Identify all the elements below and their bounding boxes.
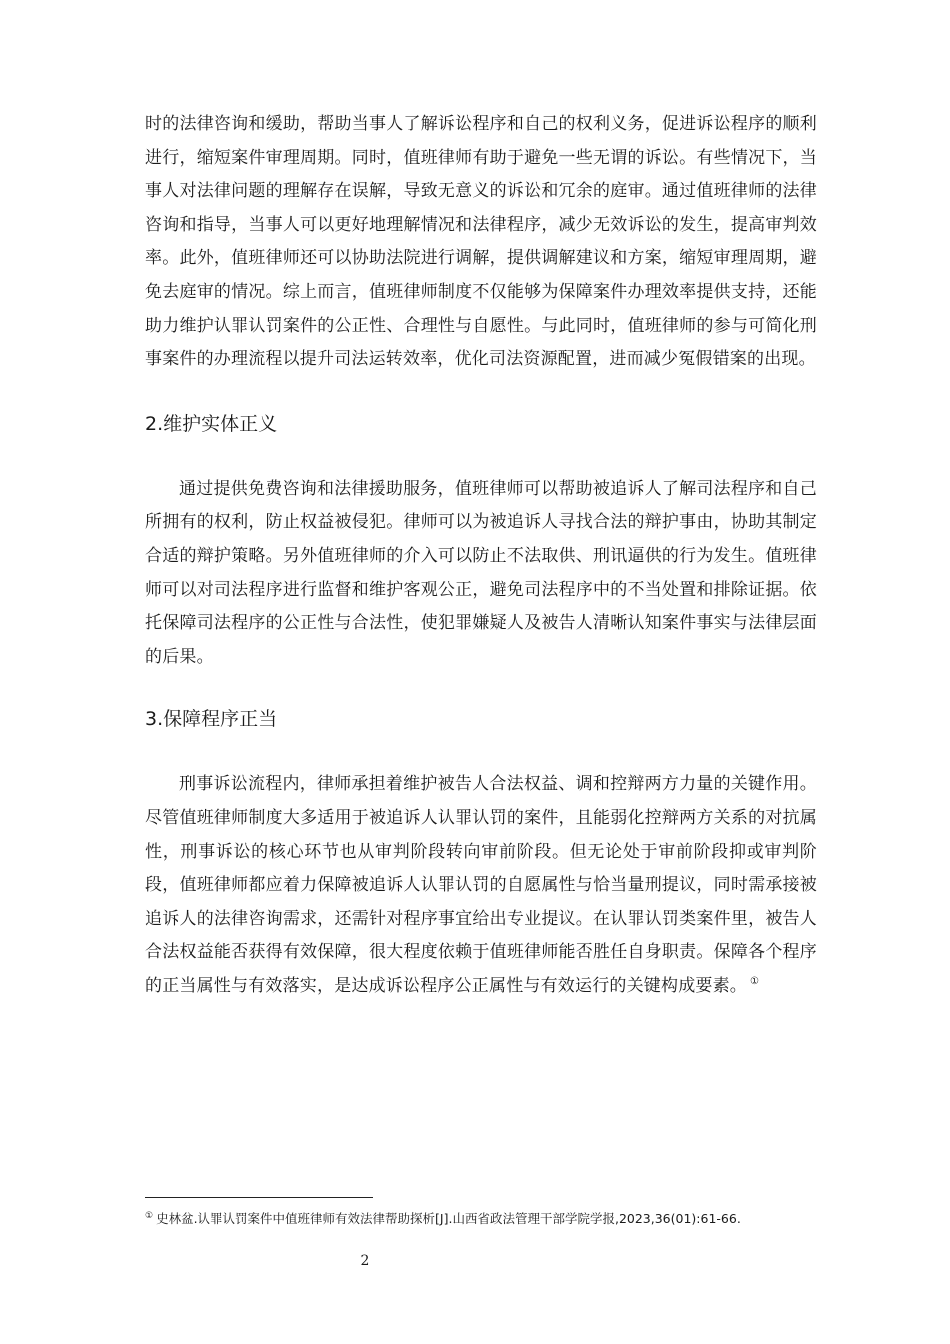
footnote-reference[interactable]: ① [750, 976, 760, 988]
paragraph-continued: 时的法律咨询和缓助，帮助当事人了解诉讼程序和自己的权利义务，促进诉讼程序的顺利进行，缩短案件审理周期。同时，值班律师有助于避免一些无谓的诉讼。有些情况下，当事人对法律问题的理解存在误解，导致无意义的诉讼和冗余的庭审。通过值班律师的法律咨询和指导，当事人可以更好地理解情况和法律程序，减少无效诉讼的发生，提高审判效率。此外，值班律师还可以协助法院进行调解，提供调解建议和方案，缩短审理周期，避免去庭审的情况。综上而言，值班律师制度不仅能够为保障案件办理效率提供支持，还能助力维护认罪认罚案件的公正性、合理性与自愿性。与此同时，值班律师的参与可简化刑事案件的办理流程以提升司法运转效率，优化司法资源配置，进而减少冤假错案的出现。 [145, 114, 817, 370]
footnote-text: 史林盆.认罪认罚案件中值班律师有效法律帮助探析[J].山西省政法管理干部学院学报,2023,36(01):61-66. [156, 1211, 741, 1226]
paragraph-substantive-justice: 通过提供免费咨询和法律援助服务，值班律师可以帮助被追诉人了解司法程序和自己所拥有的权利，防止权益被侵犯。律师可以为被追诉人寻找合法的辩护事由，协助其制定合适的辩护策略。另外值班律师的介入可以防止不法取供、刑讯逼供的行为发生。值班律师可以对司法程序进行监督和维护客观公正，避免司法程序中的不当处置和排除证据。依托保障司法程序的公正性与合法性，使犯罪嫌疑人及被告人清晰认知案件事实与法律层面的后果。 [145, 478, 817, 667]
section-heading-2: 2.维护实体正义 [145, 412, 278, 435]
footnote [145, 1208, 865, 1230]
page-body [145, 108, 817, 1003]
paragraph-procedural-justice [145, 768, 817, 1003]
paragraph-procedural-justice-text: 刑事诉讼流程内，律师承担着维护被告人合法权益、调和控辩两方力量的关键作用。尽管值班律师制度大多适用于被追诉人认罪认罚的案件，且能弱化控辩两方关系的对抗属性，刑事诉讼的核心环节也从审判阶段转向审前阶段。但无论处于审前阶段抑或审判阶段，值班律师都应着力保障被追诉人认罪认罚的自愿属性与恰当量刑提议，同时需承接被追诉人的法律咨询需求，还需针对程序事宜给出专业提议。在认罪认罚类案件里，被告人合法权益能否获得有效保障，很大程度依赖于值班律师能否胜任自身职责。保障各个程序的正当属性与有效落实，是达成诉讼程序公正属性与有效运行的关键构成要素。 [145, 774, 817, 996]
section-heading-3: 3.保障程序正当 [145, 708, 278, 731]
footnote-separator [145, 1197, 373, 1198]
footnote-mark: ① [145, 1210, 154, 1221]
page-number: 2 [360, 1253, 370, 1269]
